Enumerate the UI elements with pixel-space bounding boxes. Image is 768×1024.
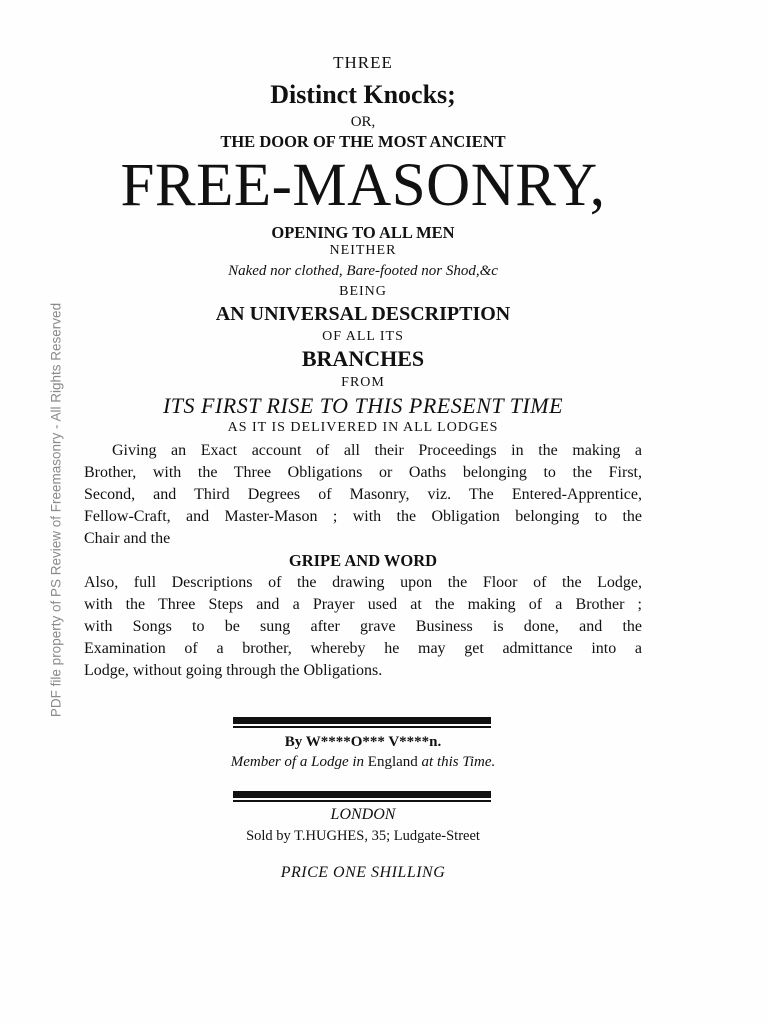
para2-line5: Lodge, without going through the Obligations.: [84, 662, 383, 679]
para2-line2: with the Three Steps and a Prayer used at the making of a Brother ;: [84, 596, 642, 613]
title-three: THREE: [333, 53, 393, 72]
title-opening: OPENING TO ALL MEN: [271, 223, 455, 242]
paragraph-descriptions: [84, 572, 642, 682]
title-neither: NEITHER: [329, 243, 397, 258]
para1-line5: Chair and the: [84, 530, 171, 547]
title-universal: AN UNIVERSAL DESCRIPTION: [215, 303, 511, 325]
divider-top: [233, 717, 491, 728]
imprint-price: PRICE ONE SHILLING: [280, 864, 446, 881]
para1-line4: Fellow-Craft, and Master-Mason ; with the Obligation belonging to the: [84, 508, 642, 525]
imprint-london: LONDON: [330, 806, 396, 823]
title-freemasonry: FREE-MASONRY,: [120, 152, 606, 219]
para1-line2: Brother, with the Three Obligations or Oaths belonging to the First,: [84, 464, 642, 481]
member-text-c: at this Time.: [421, 754, 496, 770]
title-or: OR,: [350, 114, 376, 130]
heading-gripe-and-word: GRIPE AND WORD: [288, 551, 438, 570]
title-being: BEING: [339, 284, 387, 299]
title-of-all-its: OF ALL ITS: [322, 329, 404, 344]
title-door: THE DOOR OF THE MOST ANCIENT: [220, 132, 506, 151]
member-text-england: England: [367, 754, 418, 770]
watermark: PDF file property of PS Review of Freemasonry - All Rights Reserved: [48, 302, 64, 718]
para2-line4: Examination of a brother, whereby he may get admittance into a: [84, 640, 642, 657]
title-from: FROM: [341, 375, 385, 390]
member-text-a: Member of a Lodge in: [230, 754, 365, 770]
title-delivered: AS IT IS DELIVERED IN ALL LODGES: [227, 420, 499, 435]
divider-bottom: [233, 791, 491, 802]
para1-line3: Second, and Third Degrees of Masonry, viz. The Entered-Apprentice,: [84, 486, 642, 503]
author-line: By W****O*** V****n.: [284, 734, 442, 750]
title-naked: Naked nor clothed, Bare-footed nor Shod,&c: [228, 263, 498, 279]
para1-line1: Giving an Exact account of all their Proceedings in the making a: [112, 442, 642, 459]
imprint-sold-by: Sold by T.HUGHES, 35; Ludgate-Street: [246, 828, 480, 844]
title-first-rise: ITS FIRST RISE TO THIS PRESENT TIME: [162, 393, 564, 418]
para2-line1: Also, full Descriptions of the drawing upon the Floor of the Lodge,: [84, 574, 642, 591]
paragraph-proceedings: [84, 440, 642, 550]
para2-line3: with Songs to be sung after grave Business is done, and the: [84, 618, 642, 635]
title-branches: BRANCHES: [301, 346, 425, 371]
title-distinct-knocks: Distinct Knocks;: [270, 80, 456, 109]
member-line: [84, 754, 642, 771]
